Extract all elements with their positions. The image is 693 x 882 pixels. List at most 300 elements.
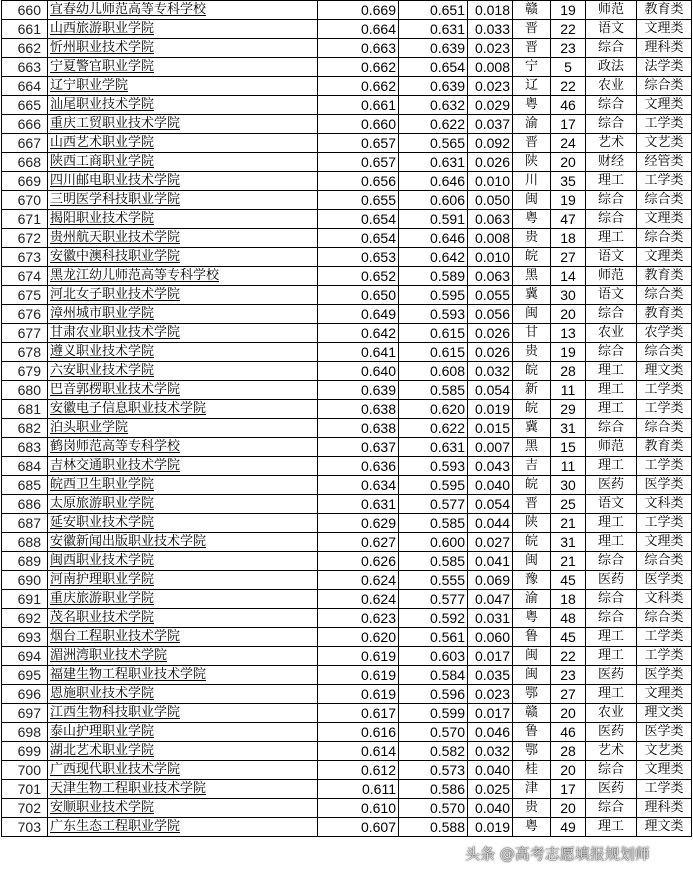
score-diff-cell: 0.017: [468, 647, 513, 666]
school-type-cell: 理工: [586, 533, 637, 552]
rank-cell: 670: [2, 191, 48, 210]
score-1-cell: 0.616: [318, 723, 399, 742]
score-diff-cell: 0.023: [468, 39, 513, 58]
score-1-cell: 0.639: [318, 381, 399, 400]
watermark: 头条 @高考志愿填报规划师: [465, 845, 650, 863]
category-cell: 综合类: [637, 229, 692, 248]
count-cell: 27: [551, 248, 586, 267]
rank-cell: 689: [2, 552, 48, 571]
province-cell: 闽: [513, 552, 551, 571]
province-cell: 晋: [513, 134, 551, 153]
school-type-cell: 艺术: [586, 134, 637, 153]
score-2-cell: 0.599: [399, 704, 468, 723]
score-diff-cell: 0.015: [468, 419, 513, 438]
table-row: [2, 267, 692, 286]
table-row: [2, 58, 692, 77]
score-diff-cell: 0.010: [468, 248, 513, 267]
score-diff-cell: 0.043: [468, 457, 513, 476]
score-diff-cell: 0.092: [468, 134, 513, 153]
rank-cell: 685: [2, 476, 48, 495]
score-1-cell: 0.649: [318, 305, 399, 324]
rank-cell: 674: [2, 267, 48, 286]
rank-cell: 700: [2, 761, 48, 780]
province-cell: 桂: [513, 761, 551, 780]
rank-cell: 678: [2, 343, 48, 362]
school-name-cell: 重庆旅游职业学院: [48, 590, 318, 609]
category-cell: 教育类: [637, 305, 692, 324]
province-cell: 贵: [513, 799, 551, 818]
score-1-cell: 0.624: [318, 590, 399, 609]
rank-cell: 672: [2, 229, 48, 248]
category-cell: 经管类: [637, 153, 692, 172]
count-cell: 20: [551, 704, 586, 723]
school-name-cell: 山西艺术职业学院: [48, 134, 318, 153]
score-1-cell: 0.607: [318, 818, 399, 837]
rank-cell: 681: [2, 400, 48, 419]
score-2-cell: 0.631: [399, 153, 468, 172]
province-cell: 川: [513, 172, 551, 191]
province-cell: 甘: [513, 324, 551, 343]
school-type-cell: 医药: [586, 780, 637, 799]
province-cell: 皖: [513, 476, 551, 495]
rank-cell: 703: [2, 818, 48, 837]
score-2-cell: 0.615: [399, 343, 468, 362]
school-name-cell: 吉林交通职业技术学院: [48, 457, 318, 476]
table-row: [2, 96, 692, 115]
category-cell: 综合类: [637, 286, 692, 305]
school-name-cell: 湄洲湾职业技术学院: [48, 647, 318, 666]
rank-cell: 673: [2, 248, 48, 267]
score-1-cell: 0.656: [318, 172, 399, 191]
school-type-cell: 语文: [586, 20, 637, 39]
score-2-cell: 0.632: [399, 96, 468, 115]
score-2-cell: 0.582: [399, 742, 468, 761]
province-cell: 闽: [513, 647, 551, 666]
category-cell: 文理类: [637, 248, 692, 267]
school-type-cell: 理工: [586, 457, 637, 476]
rank-cell: 677: [2, 324, 48, 343]
school-name-cell: 闽西职业技术学院: [48, 552, 318, 571]
score-diff-cell: 0.046: [468, 723, 513, 742]
count-cell: 47: [551, 210, 586, 229]
rank-cell: 691: [2, 590, 48, 609]
school-name-cell: 延安职业技术学院: [48, 514, 318, 533]
table-row: [2, 685, 692, 704]
rank-cell: 665: [2, 96, 48, 115]
count-cell: 28: [551, 362, 586, 381]
score-diff-cell: 0.040: [468, 799, 513, 818]
category-cell: 农学类: [637, 324, 692, 343]
score-diff-cell: 0.055: [468, 286, 513, 305]
table-row: [2, 609, 692, 628]
school-name-cell: 河南护理职业学院: [48, 571, 318, 590]
score-1-cell: 0.654: [318, 229, 399, 248]
category-cell: 医学类: [637, 723, 692, 742]
province-cell: 粤: [513, 96, 551, 115]
school-type-cell: 理工: [586, 685, 637, 704]
school-name-cell: 遵义职业技术学院: [48, 343, 318, 362]
province-cell: 闽: [513, 191, 551, 210]
count-cell: 31: [551, 533, 586, 552]
score-1-cell: 0.664: [318, 20, 399, 39]
score-1-cell: 0.637: [318, 438, 399, 457]
school-type-cell: 综合: [586, 191, 637, 210]
province-cell: 闽: [513, 305, 551, 324]
count-cell: 20: [551, 153, 586, 172]
category-cell: 教育类: [637, 438, 692, 457]
score-2-cell: 0.585: [399, 381, 468, 400]
score-diff-cell: 0.044: [468, 514, 513, 533]
table-row: [2, 552, 692, 571]
province-cell: 赣: [513, 704, 551, 723]
school-type-cell: 综合: [586, 305, 637, 324]
school-type-cell: 综合: [586, 115, 637, 134]
school-name-cell: 山西旅游职业学院: [48, 20, 318, 39]
rank-cell: 669: [2, 172, 48, 191]
table-row: [2, 286, 692, 305]
school-type-cell: 理工: [586, 400, 637, 419]
score-2-cell: 0.595: [399, 476, 468, 495]
table-row: [2, 20, 692, 39]
province-cell: 赣: [513, 1, 551, 20]
table-row: [2, 39, 692, 58]
category-cell: 综合类: [637, 419, 692, 438]
score-1-cell: 0.610: [318, 799, 399, 818]
rank-cell: 666: [2, 115, 48, 134]
score-1-cell: 0.626: [318, 552, 399, 571]
score-diff-cell: 0.040: [468, 476, 513, 495]
school-type-cell: 综合: [586, 96, 637, 115]
score-1-cell: 0.614: [318, 742, 399, 761]
category-cell: 文理类: [637, 761, 692, 780]
count-cell: 15: [551, 438, 586, 457]
table-row: [2, 457, 692, 476]
score-2-cell: 0.555: [399, 571, 468, 590]
school-name-cell: 广东生态工程职业学院: [48, 818, 318, 837]
count-cell: 20: [551, 799, 586, 818]
count-cell: 45: [551, 628, 586, 647]
school-name-cell: 重庆工贸职业技术学院: [48, 115, 318, 134]
count-cell: 23: [551, 39, 586, 58]
school-type-cell: 医药: [586, 723, 637, 742]
category-cell: 文艺类: [637, 742, 692, 761]
score-1-cell: 0.627: [318, 533, 399, 552]
school-name-cell: 太原旅游职业学院: [48, 495, 318, 514]
school-type-cell: 理工: [586, 229, 637, 248]
score-2-cell: 0.603: [399, 647, 468, 666]
rank-cell: 679: [2, 362, 48, 381]
rank-cell: 686: [2, 495, 48, 514]
school-type-cell: 综合: [586, 343, 637, 362]
score-2-cell: 0.561: [399, 628, 468, 647]
school-name-cell: 汕尾职业技术学院: [48, 96, 318, 115]
score-1-cell: 0.655: [318, 191, 399, 210]
category-cell: 理文类: [637, 362, 692, 381]
score-1-cell: 0.619: [318, 685, 399, 704]
score-2-cell: 0.646: [399, 172, 468, 191]
score-1-cell: 0.662: [318, 58, 399, 77]
school-type-cell: 理工: [586, 362, 637, 381]
table-row: [2, 362, 692, 381]
count-cell: 21: [551, 552, 586, 571]
score-1-cell: 0.638: [318, 419, 399, 438]
count-cell: 21: [551, 514, 586, 533]
province-cell: 宁: [513, 58, 551, 77]
school-type-cell: 综合: [586, 210, 637, 229]
score-diff-cell: 0.023: [468, 685, 513, 704]
school-name-cell: 揭阳职业技术学院: [48, 210, 318, 229]
score-diff-cell: 0.019: [468, 818, 513, 837]
category-cell: 理科类: [637, 39, 692, 58]
category-cell: 工学类: [637, 514, 692, 533]
province-cell: 晋: [513, 39, 551, 58]
category-cell: 医学类: [637, 571, 692, 590]
province-cell: 粤: [513, 210, 551, 229]
score-1-cell: 0.653: [318, 248, 399, 267]
score-1-cell: 0.652: [318, 267, 399, 286]
table-row: [2, 438, 692, 457]
category-cell: 文理类: [637, 210, 692, 229]
province-cell: 渝: [513, 115, 551, 134]
table-row: [2, 419, 692, 438]
province-cell: 皖: [513, 362, 551, 381]
rank-cell: 696: [2, 685, 48, 704]
score-2-cell: 0.596: [399, 685, 468, 704]
score-diff-cell: 0.054: [468, 495, 513, 514]
count-cell: 20: [551, 761, 586, 780]
count-cell: 25: [551, 495, 586, 514]
score-1-cell: 0.641: [318, 343, 399, 362]
school-name-cell: 四川邮电职业技术学院: [48, 172, 318, 191]
province-cell: 鲁: [513, 723, 551, 742]
category-cell: 工学类: [637, 115, 692, 134]
category-cell: 医学类: [637, 476, 692, 495]
rank-cell: 684: [2, 457, 48, 476]
category-cell: 医学类: [637, 666, 692, 685]
category-cell: 文理类: [637, 96, 692, 115]
province-cell: 贵: [513, 229, 551, 248]
score-diff-cell: 0.032: [468, 742, 513, 761]
table-row: [2, 324, 692, 343]
school-type-cell: 农业: [586, 77, 637, 96]
category-cell: 文科类: [637, 495, 692, 514]
province-cell: 鄂: [513, 685, 551, 704]
school-name-cell: 茂名职业技术学院: [48, 609, 318, 628]
score-2-cell: 0.570: [399, 799, 468, 818]
score-2-cell: 0.639: [399, 39, 468, 58]
score-1-cell: 0.663: [318, 39, 399, 58]
score-1-cell: 0.617: [318, 704, 399, 723]
school-type-cell: 综合: [586, 799, 637, 818]
rank-cell: 690: [2, 571, 48, 590]
province-cell: 皖: [513, 533, 551, 552]
score-2-cell: 0.654: [399, 58, 468, 77]
score-1-cell: 0.636: [318, 457, 399, 476]
category-cell: 教育类: [637, 267, 692, 286]
score-diff-cell: 0.035: [468, 666, 513, 685]
score-1-cell: 0.654: [318, 210, 399, 229]
province-cell: 陕: [513, 153, 551, 172]
count-cell: 17: [551, 115, 586, 134]
score-1-cell: 0.657: [318, 153, 399, 172]
school-type-cell: 师范: [586, 267, 637, 286]
school-name-cell: 广西现代职业技术学院: [48, 761, 318, 780]
table-row: [2, 343, 692, 362]
school-type-cell: 综合: [586, 761, 637, 780]
school-name-cell: 安顺职业技术学院: [48, 799, 318, 818]
score-diff-cell: 0.029: [468, 96, 513, 115]
school-type-cell: 综合: [586, 39, 637, 58]
score-diff-cell: 0.008: [468, 58, 513, 77]
score-2-cell: 0.606: [399, 191, 468, 210]
score-diff-cell: 0.026: [468, 153, 513, 172]
table-row: [2, 381, 692, 400]
score-diff-cell: 0.054: [468, 381, 513, 400]
score-2-cell: 0.573: [399, 761, 468, 780]
school-name-cell: 漳州城市职业学院: [48, 305, 318, 324]
rank-cell: 660: [2, 1, 48, 20]
rank-cell: 687: [2, 514, 48, 533]
score-diff-cell: 0.031: [468, 609, 513, 628]
count-cell: 27: [551, 685, 586, 704]
school-type-cell: 理工: [586, 818, 637, 837]
count-cell: 19: [551, 191, 586, 210]
score-1-cell: 0.662: [318, 77, 399, 96]
count-cell: 14: [551, 267, 586, 286]
category-cell: 综合类: [637, 609, 692, 628]
score-2-cell: 0.631: [399, 438, 468, 457]
score-2-cell: 0.642: [399, 248, 468, 267]
category-cell: 理科类: [637, 799, 692, 818]
rank-cell: 695: [2, 666, 48, 685]
table-body: [2, 1, 692, 837]
table-row: [2, 704, 692, 723]
score-2-cell: 0.622: [399, 115, 468, 134]
count-cell: 30: [551, 286, 586, 305]
category-cell: 法学类: [637, 58, 692, 77]
school-name-cell: 江西生物科技职业学院: [48, 704, 318, 723]
province-cell: 闽: [513, 666, 551, 685]
score-2-cell: 0.592: [399, 609, 468, 628]
count-cell: 35: [551, 172, 586, 191]
category-cell: 理文类: [637, 818, 692, 837]
school-type-cell: 师范: [586, 438, 637, 457]
score-2-cell: 0.615: [399, 324, 468, 343]
score-diff-cell: 0.017: [468, 704, 513, 723]
score-1-cell: 0.640: [318, 362, 399, 381]
score-2-cell: 0.577: [399, 590, 468, 609]
score-2-cell: 0.600: [399, 533, 468, 552]
count-cell: 48: [551, 609, 586, 628]
province-cell: 黑: [513, 267, 551, 286]
category-cell: 教育类: [637, 1, 692, 20]
school-type-cell: 理工: [586, 172, 637, 191]
score-2-cell: 0.585: [399, 552, 468, 571]
school-type-cell: 农业: [586, 704, 637, 723]
rank-cell: 661: [2, 20, 48, 39]
rank-cell: 676: [2, 305, 48, 324]
count-cell: 22: [551, 77, 586, 96]
rank-cell: 698: [2, 723, 48, 742]
school-name-cell: 烟台工程职业技术学院: [48, 628, 318, 647]
ranking-table: [1, 0, 692, 837]
category-cell: 工学类: [637, 647, 692, 666]
province-cell: 贵: [513, 343, 551, 362]
rank-cell: 701: [2, 780, 48, 799]
score-diff-cell: 0.063: [468, 267, 513, 286]
school-name-cell: 泊头职业学院: [48, 419, 318, 438]
school-name-cell: 甘肃农业职业技术学院: [48, 324, 318, 343]
rank-cell: 680: [2, 381, 48, 400]
score-2-cell: 0.608: [399, 362, 468, 381]
category-cell: 综合类: [637, 77, 692, 96]
school-type-cell: 医药: [586, 571, 637, 590]
score-diff-cell: 0.069: [468, 571, 513, 590]
school-type-cell: 理工: [586, 514, 637, 533]
category-cell: 综合类: [637, 552, 692, 571]
table-row: [2, 723, 692, 742]
count-cell: 29: [551, 400, 586, 419]
count-cell: 18: [551, 590, 586, 609]
school-name-cell: 泰山护理职业学院: [48, 723, 318, 742]
table-row: [2, 476, 692, 495]
rank-cell: 682: [2, 419, 48, 438]
score-2-cell: 0.631: [399, 20, 468, 39]
school-name-cell: 鹤岗师范高等专科学校: [48, 438, 318, 457]
score-1-cell: 0.638: [318, 400, 399, 419]
rank-cell: 692: [2, 609, 48, 628]
count-cell: 49: [551, 818, 586, 837]
table-row: [2, 514, 692, 533]
school-type-cell: 政法: [586, 58, 637, 77]
score-2-cell: 0.595: [399, 286, 468, 305]
count-cell: 11: [551, 457, 586, 476]
rank-cell: 671: [2, 210, 48, 229]
table-row: [2, 628, 692, 647]
count-cell: 11: [551, 381, 586, 400]
score-diff-cell: 0.047: [468, 590, 513, 609]
score-1-cell: 0.631: [318, 495, 399, 514]
score-1-cell: 0.624: [318, 571, 399, 590]
school-name-cell: 安徽中澳科技职业学院: [48, 248, 318, 267]
rank-cell: 683: [2, 438, 48, 457]
province-cell: 皖: [513, 248, 551, 267]
school-name-cell: 三明医学科技职业学院: [48, 191, 318, 210]
table-row: [2, 229, 692, 248]
count-cell: 17: [551, 780, 586, 799]
score-diff-cell: 0.007: [468, 438, 513, 457]
category-cell: 文艺类: [637, 134, 692, 153]
school-name-cell: 陕西工商职业学院: [48, 153, 318, 172]
category-cell: 工学类: [637, 628, 692, 647]
school-type-cell: 语文: [586, 495, 637, 514]
score-diff-cell: 0.033: [468, 20, 513, 39]
rank-cell: 694: [2, 647, 48, 666]
score-2-cell: 0.646: [399, 229, 468, 248]
rank-cell: 688: [2, 533, 48, 552]
school-name-cell: 安徽新闻出版职业技术学院: [48, 533, 318, 552]
score-diff-cell: 0.050: [468, 191, 513, 210]
school-type-cell: 理工: [586, 381, 637, 400]
rank-cell: 693: [2, 628, 48, 647]
score-2-cell: 0.570: [399, 723, 468, 742]
score-1-cell: 0.650: [318, 286, 399, 305]
school-type-cell: 财经: [586, 153, 637, 172]
count-cell: 45: [551, 571, 586, 590]
category-cell: 综合类: [637, 343, 692, 362]
table-row: [2, 77, 692, 96]
school-type-cell: 医药: [586, 666, 637, 685]
